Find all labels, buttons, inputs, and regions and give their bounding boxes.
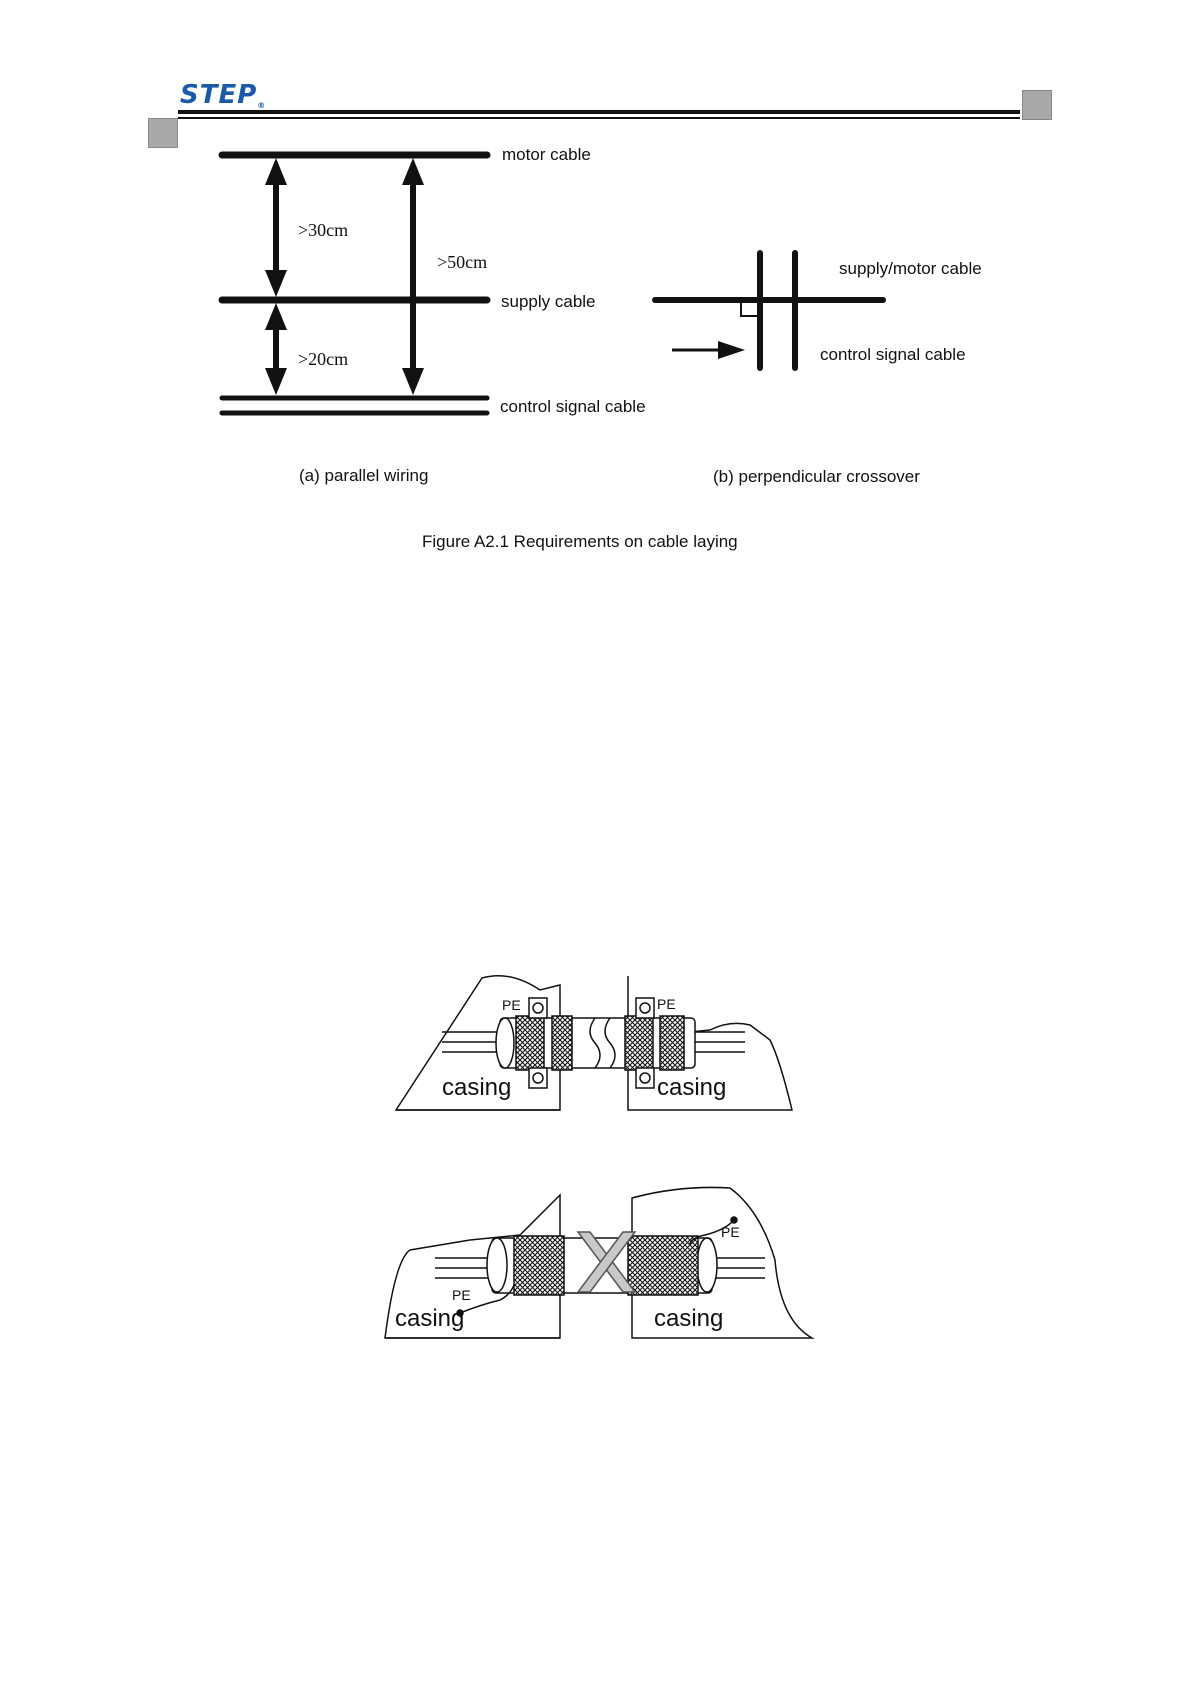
arrow-20-head-down xyxy=(265,368,287,395)
step-logo: STEP® xyxy=(180,80,267,110)
clamp-screw-top-right xyxy=(636,998,654,1018)
distance-50-label: >50cm xyxy=(437,252,488,272)
shield-mesh-4 xyxy=(660,1016,684,1070)
distance-30-label: >30cm xyxy=(298,220,349,240)
parallel-wiring-diagram xyxy=(222,155,487,413)
shield-mesh-5 xyxy=(514,1236,564,1295)
distance-20-label: >20cm xyxy=(298,349,349,369)
pointer-arrow-head xyxy=(718,341,745,359)
arrow-30-head-down xyxy=(265,270,287,297)
motor-cable-label: motor cable xyxy=(502,145,591,164)
arrow-20-head-up xyxy=(265,303,287,330)
casing-label-top-right: casing xyxy=(657,1074,727,1101)
caption-perpendicular-crossover: (b) perpendicular crossover xyxy=(713,467,920,486)
supply-motor-cable-label: supply/motor cable xyxy=(839,259,982,278)
arrow-50-head-down xyxy=(402,368,424,395)
arrow-50-head-up xyxy=(402,158,424,185)
pe-label-bottom-left: PE xyxy=(452,1287,471,1303)
clamp-screw-bottom-left xyxy=(529,1068,547,1088)
pe-label-top-right: PE xyxy=(657,996,676,1012)
pe-label-top-left: PE xyxy=(502,997,521,1013)
casing-label-bottom-left: casing xyxy=(395,1305,465,1332)
arrow-30-head-up xyxy=(265,158,287,185)
shield-mesh-3 xyxy=(625,1016,653,1070)
control-signal-cable-label: control signal cable xyxy=(500,397,646,416)
supply-cable-label: supply cable xyxy=(501,292,596,311)
figure-title: Figure A2.1 Requirements on cable laying xyxy=(422,532,738,551)
casing-label-bottom-right: casing xyxy=(654,1305,724,1332)
shield-mesh-6 xyxy=(628,1236,698,1295)
shield-mesh-1 xyxy=(516,1016,544,1070)
casing-label-top-left: casing xyxy=(442,1074,512,1101)
control-signal-cable-label-b: control signal cable xyxy=(820,345,966,364)
clamp-screw-bottom-right xyxy=(636,1068,654,1088)
clamp-screw-top-left xyxy=(529,998,547,1018)
caption-parallel-wiring: (a) parallel wiring xyxy=(299,466,429,485)
shield-mesh-2 xyxy=(552,1016,572,1070)
pe-label-bottom-right: PE xyxy=(721,1224,740,1240)
